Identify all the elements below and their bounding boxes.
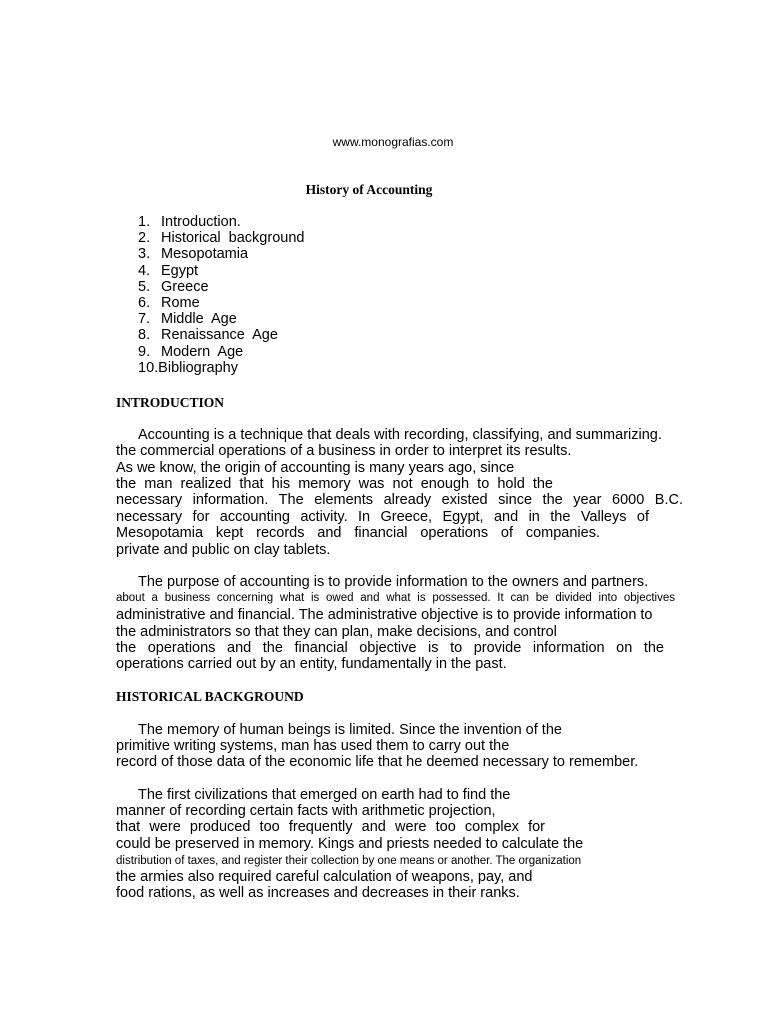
toc-item <box>138 311 304 327</box>
toc-label: Middle Age <box>161 311 237 328</box>
text-line: As we know, the origin of accounting is many years ago, since <box>116 460 515 476</box>
toc-label: Modern Age <box>161 343 244 360</box>
section-heading-historical-background: HISTORICAL BACKGROUND <box>116 689 304 704</box>
section-heading-introduction: INTRODUCTION <box>116 395 225 410</box>
toc-item <box>138 263 304 279</box>
toc-label: Introduction. <box>161 214 241 230</box>
toc-number: 8. <box>138 327 151 344</box>
text-line: record of those data of the economic life that he deemed necessary to remember. <box>116 754 639 770</box>
toc-number: 10. <box>138 359 159 376</box>
toc-item <box>138 344 304 360</box>
text-line: The memory of human beings is limited. Since the invention of the <box>138 722 562 738</box>
toc-number: 7. <box>138 311 151 328</box>
toc-label: Greece <box>161 278 209 295</box>
text-line: manner of recording certain facts with arithmetic projection, <box>116 803 496 819</box>
text-line: could be preserved in memory. Kings and priests needed to calculate the <box>116 836 584 852</box>
text-line: Mesopotamia kept records and financial operations of companies. <box>116 525 600 541</box>
text-line: food rations, as well as increases and decreases in their ranks. <box>116 885 520 901</box>
toc-item <box>138 214 304 230</box>
toc-item <box>138 360 304 376</box>
site-url: www.monografias.com <box>332 135 454 149</box>
table-of-contents <box>138 214 304 376</box>
text-line: necessary for accounting activity. In Greece, Egypt, and in the Valleys of <box>116 509 649 525</box>
text-line: The first civilizations that emerged on earth had to find the <box>138 787 511 803</box>
toc-number: 6. <box>138 294 151 311</box>
text-line: the man realized that his memory was not enough to hold the <box>116 476 553 492</box>
toc-number: 9. <box>138 343 151 360</box>
text-line: operations carried out by an entity, fundamentally in the past. <box>116 656 507 672</box>
toc-label: Bibliography <box>158 359 238 376</box>
text-line: Accounting is a technique that deals with recording, classifying, and summarizing. <box>138 427 662 443</box>
toc-item <box>138 246 304 262</box>
text-line: the administrators so that they can plan, make decisions, and control <box>116 624 557 640</box>
toc-number: 4. <box>138 262 151 279</box>
toc-label: Egypt <box>161 262 199 279</box>
text-line: private and public on clay tablets. <box>116 542 331 558</box>
toc-number: 1. <box>138 214 151 230</box>
toc-number: 5. <box>138 278 151 295</box>
toc-label: Renaissance Age <box>161 327 278 344</box>
toc-label: Historical background <box>161 230 305 247</box>
toc-number: 2. <box>138 230 151 247</box>
text-line: distribution of taxes, and register their collection by one means or another. The organization <box>116 855 582 867</box>
toc-item <box>138 279 304 295</box>
document-title: History of Accounting <box>305 182 433 197</box>
toc-item <box>138 295 304 311</box>
toc-item <box>138 327 304 343</box>
text-line: The purpose of accounting is to provide information to the owners and partners. <box>138 574 649 590</box>
text-line: necessary information. The elements already existed since the year 6000 B.C. <box>116 492 683 508</box>
text-line: the commercial operations of a business in order to interpret its results. <box>116 443 572 459</box>
text-line: administrative and financial. The administrative objective is to provide information to <box>116 607 653 623</box>
toc-number: 3. <box>138 246 151 263</box>
text-line: about a business concerning what is owed and what is possessed. It can be divided into objectives <box>116 592 675 604</box>
toc-item <box>138 230 304 246</box>
text-line: the armies also required careful calculation of weapons, pay, and <box>116 869 533 885</box>
toc-label: Rome <box>161 294 200 311</box>
text-line: that were produced too frequently and were too complex for <box>116 819 545 835</box>
text-line: primitive writing systems, man has used them to carry out the <box>116 738 510 754</box>
toc-label: Mesopotamia <box>161 246 249 263</box>
text-line: the operations and the financial objective is to provide information on the <box>116 640 664 656</box>
